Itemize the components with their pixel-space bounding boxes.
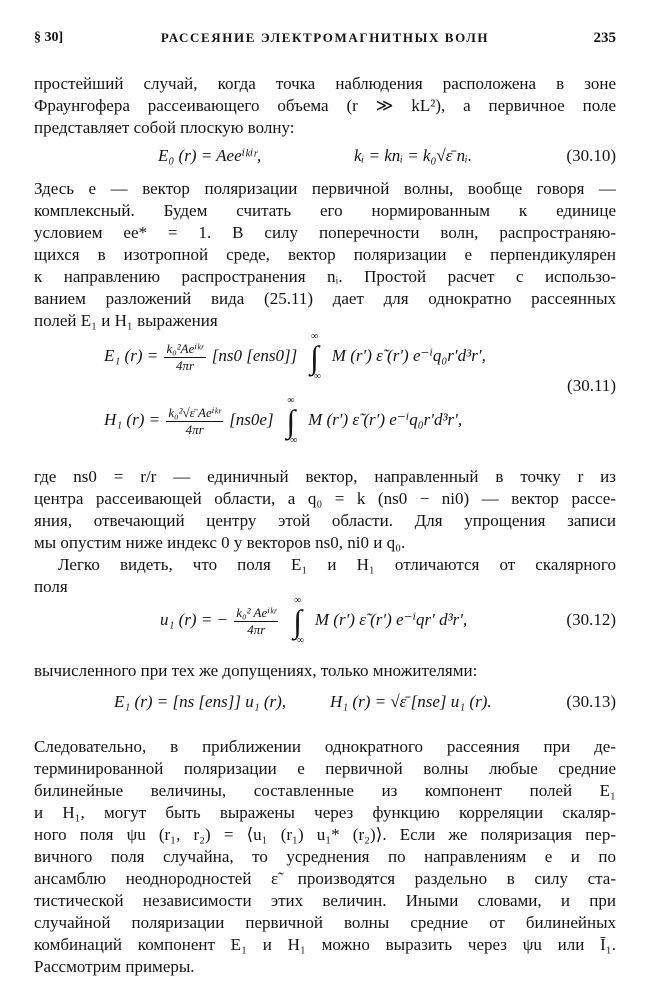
text-line: тистической независимости этих величин. Иными словами, и при [34, 891, 616, 910]
upper-limit: ∞ [287, 395, 295, 406]
text-line: где ns0 = r/r — единичный вектор, направленный в точку r из [34, 467, 616, 486]
text-line: билинейные величины, составленные из компонент полей E₁ [34, 781, 616, 800]
equation-number: (30.11) [567, 376, 616, 395]
equation-lhs: E₁ (r) = [104, 345, 159, 365]
equation-30-10 [34, 146, 616, 172]
equation-e1-u: E₁ (r) = [ns [ens]] u₁ (r), [114, 692, 287, 711]
integrand: M (r′) ε̃ (r′) e⁻ⁱq₀r′d³r′, [308, 409, 463, 429]
text-line: яния, отвечающий центру этой области. Для упрощения записи [34, 511, 616, 530]
equation-h1 [104, 396, 462, 446]
text-line: Фраунгофера рассеивающего объема (r ≫ kL²), а первичное поле [34, 96, 616, 115]
equation-30-12 [34, 596, 616, 656]
equation-lhs: u₁ (r) = − [160, 609, 229, 629]
equation-lhs: H₁ (r) = [104, 409, 161, 429]
denominator: 4πr [185, 421, 204, 437]
text-line: Здесь e — вектор поляризации первичной волны, вообще говоря — [34, 179, 616, 198]
integrand: M (r′) ε̃ (r′) e⁻ⁱqr′ d³r′, [314, 609, 468, 629]
vector-product: [ns0 [ens0]] [211, 345, 298, 365]
text-line: мы опустим ниже индекс 0 у векторов ns0, ni0 и q₀. [34, 533, 406, 552]
equation-e1 [104, 332, 486, 382]
running-title: РАССЕЯНИЕ ЭЛЕКТРОМАГНИТНЫХ ВОЛН [160, 30, 490, 45]
equation-number: (30.12) [566, 610, 616, 629]
fraction [164, 341, 205, 374]
text-line: ванием разложений вида (25.11) дает для однократно рассеянных [34, 289, 616, 308]
text-line: Легко видеть, что поля E₁ и H₁ отличаются от скалярного [58, 555, 616, 574]
text-line: случайной поляризации первичной волны средние от билинейных [34, 913, 616, 932]
text-line: и H₁, могут быть выражены через функцию корреляции скаляр- [34, 803, 616, 822]
text-line: ансамблю неоднородностей ε̃ производятся раздельно в силу ста- [34, 869, 616, 888]
equation-number: (30.10) [566, 146, 616, 165]
text-line: ного поля ψu (r₁, r₂) = ⟨u₁ (r₁) u₁* (r₂)⟩. Если же поляризация пер- [34, 825, 616, 844]
equation-30-13 [34, 692, 616, 718]
text-line: терминированной поляризации e первичной волны любые средние [34, 759, 616, 778]
text-line: к направлению распространения nᵢ. Простой расчет с использо- [34, 267, 616, 286]
running-header [34, 30, 616, 52]
lower-limit: −∞ [308, 371, 321, 382]
text-line: вычисленного при тех же допущениях, только множителями: [34, 661, 478, 680]
fraction [166, 405, 223, 438]
lower-limit: −∞ [291, 635, 305, 646]
equation-u1 [160, 596, 467, 646]
numerator: k₀²√ε̄ Aeⁱᵏʳ [168, 404, 221, 420]
text-line: центра рассеивающей области, а q₀ = k (ns0 − ni0) — вектор рассе- [34, 489, 616, 508]
integrand: M (r′) ε̃ (r′) e⁻ⁱq₀r′d³r′, [331, 345, 486, 365]
numerator: k₀² Aeⁱᵏʳ [236, 604, 277, 620]
text-line: щихся в изотропной среде, вектор поляризации e перпендикулярен [34, 245, 616, 264]
equation-rhs: kᵢ = knᵢ = k₀√ε̄ nᵢ. [354, 146, 473, 165]
text-line: вичного поля случайна, то усреднения по направлениям e и по [34, 847, 616, 866]
text-line: полей E₁ и H₁ выражения [34, 311, 218, 330]
integral-sign: ∞ ∫ −∞ [289, 596, 307, 646]
page-number: 235 [593, 30, 616, 46]
equation-30-11 [34, 330, 616, 462]
text-line: Рассмотрим примеры. [34, 957, 195, 976]
text-line: представляет собой плоскую волну: [34, 118, 295, 137]
denominator: 4πr [175, 357, 195, 373]
vector-product: [ns0e] [229, 409, 274, 429]
equation-h1-u: H₁ (r) = √ε̄ [nse] u₁ (r). [330, 692, 492, 711]
equation-number: (30.13) [566, 692, 616, 711]
denominator: 4πr [247, 621, 266, 637]
numerator: k₀²Aeⁱᵏʳ [166, 340, 204, 356]
text-line: условием ee* = 1. В силу поперечности волн, распространяю- [34, 223, 616, 242]
text-line: поля [34, 577, 68, 596]
section-marker: § 30] [34, 30, 64, 45]
lower-limit: −∞ [284, 435, 298, 446]
upper-limit: ∞ [310, 331, 319, 342]
text-line: Следовательно, в приближении однократного рассеяния при де- [34, 737, 616, 756]
integral-sign: ∞ ∫ −∞ [306, 332, 324, 382]
fraction [234, 605, 278, 638]
text-line: комбинаций компонент E₁ и H₁ можно выразить через ψu или Ī₁. [34, 935, 616, 954]
equation-lhs: E₀ (r) = Aeeⁱᵏⁱʳ, [158, 146, 262, 165]
text-line: комплексный. Будем считать его нормированным к единице [34, 201, 616, 220]
text-line: простейший случай, когда точка наблюдения расположена в зоне [34, 74, 616, 93]
upper-limit: ∞ [294, 595, 302, 606]
integral-sign: ∞ ∫ −∞ [282, 396, 300, 446]
